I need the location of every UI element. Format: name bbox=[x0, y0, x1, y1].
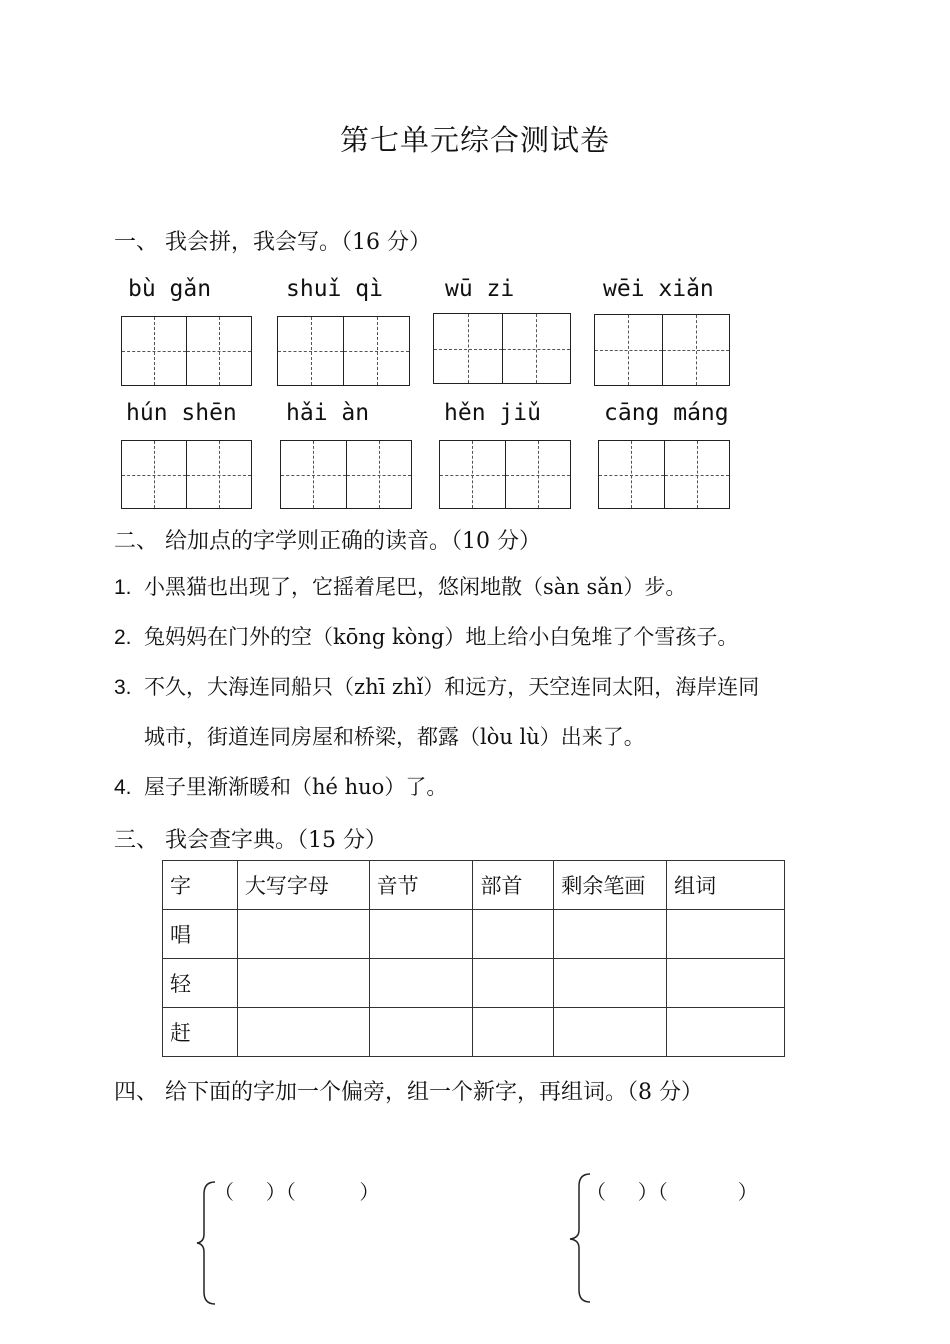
answer-cell[interactable] bbox=[667, 959, 785, 1008]
section-4-heading: 四、 给下面的字加一个偏旁，组一个新字，再组词。（8 分） bbox=[114, 1080, 703, 1105]
char-cell: 轻 bbox=[163, 959, 238, 1008]
answer-cell[interactable] bbox=[667, 910, 785, 959]
answer-cell[interactable] bbox=[473, 959, 554, 1008]
question-4: 4. 屋子里渐渐暖和（hé huo）了。 bbox=[114, 775, 448, 799]
pinyin-label: wū zi bbox=[445, 276, 515, 302]
writing-grid[interactable] bbox=[439, 440, 571, 509]
char-cell: 唱 bbox=[163, 910, 238, 959]
question-1: 1. 小黑猫也出现了，它摇着尾巴，悠闲地散（sàn sǎn）步。 bbox=[114, 575, 687, 599]
writing-grid[interactable] bbox=[433, 313, 571, 384]
answer-cell[interactable] bbox=[237, 959, 369, 1008]
pinyin-label: hún shēn bbox=[126, 400, 237, 426]
answer-cell[interactable] bbox=[369, 910, 473, 959]
pinyin-label: cāng máng bbox=[604, 400, 729, 426]
table-row bbox=[163, 1008, 785, 1057]
header-cell: 音节 bbox=[369, 861, 473, 910]
answer-blank-pair[interactable]: （ ）（ ） bbox=[586, 1180, 758, 1204]
header-cell: 组词 bbox=[667, 861, 785, 910]
table-row bbox=[163, 910, 785, 959]
answer-cell[interactable] bbox=[473, 1008, 554, 1057]
writing-grid[interactable] bbox=[121, 440, 252, 509]
pinyin-label: hǎi àn bbox=[286, 400, 370, 426]
writing-grid[interactable] bbox=[280, 440, 412, 509]
answer-cell[interactable] bbox=[237, 910, 369, 959]
answer-cell[interactable] bbox=[237, 1008, 369, 1057]
header-cell: 字 bbox=[163, 861, 238, 910]
table-header-row bbox=[163, 861, 785, 910]
answer-cell[interactable] bbox=[369, 959, 473, 1008]
answer-cell[interactable] bbox=[667, 1008, 785, 1057]
answer-cell[interactable] bbox=[473, 910, 554, 959]
section-1-heading: 一、 我会拼，我会写。（16 分） bbox=[114, 230, 431, 255]
section-2-heading: 二、 给加点的字学则正确的读音。（10 分） bbox=[114, 529, 541, 554]
pinyin-label: shuǐ qì bbox=[286, 276, 383, 302]
page-title: 第七单元综合测试卷 bbox=[339, 123, 610, 157]
header-cell: 大写字母 bbox=[237, 861, 369, 910]
writing-grid[interactable] bbox=[598, 440, 730, 509]
writing-grid[interactable] bbox=[121, 316, 252, 386]
dictionary-table bbox=[162, 860, 785, 1057]
table-row bbox=[163, 959, 785, 1008]
header-cell: 部首 bbox=[473, 861, 554, 910]
section-3-heading: 三、 我会查字典。（15 分） bbox=[114, 828, 387, 853]
question-3: 3. 不久，大海连同船只（zhī zhǐ）和远方，天空连同太阳，海岸连同 bbox=[114, 675, 760, 699]
pinyin-label: wēi xiǎn bbox=[603, 276, 714, 302]
writing-grid[interactable] bbox=[277, 316, 410, 386]
question-3-continued: 城市，街道连同房屋和桥梁，都露（lòu lù）出来了。 bbox=[144, 725, 645, 749]
answer-cell[interactable] bbox=[554, 1008, 667, 1057]
answer-cell[interactable] bbox=[554, 959, 667, 1008]
pinyin-label: hěn jiǔ bbox=[444, 400, 541, 426]
writing-grid[interactable] bbox=[594, 314, 730, 386]
answer-cell[interactable] bbox=[369, 1008, 473, 1057]
pinyin-label: bù gǎn bbox=[128, 276, 212, 302]
answer-blank-pair[interactable]: （ ）（ ） bbox=[214, 1180, 380, 1204]
answer-cell[interactable] bbox=[554, 910, 667, 959]
char-cell: 赶 bbox=[163, 1008, 238, 1057]
question-2: 2. 兔妈妈在门外的空（kōng kòng）地上给小白兔堆了个雪孩子。 bbox=[114, 625, 739, 649]
header-cell: 剩余笔画 bbox=[554, 861, 667, 910]
